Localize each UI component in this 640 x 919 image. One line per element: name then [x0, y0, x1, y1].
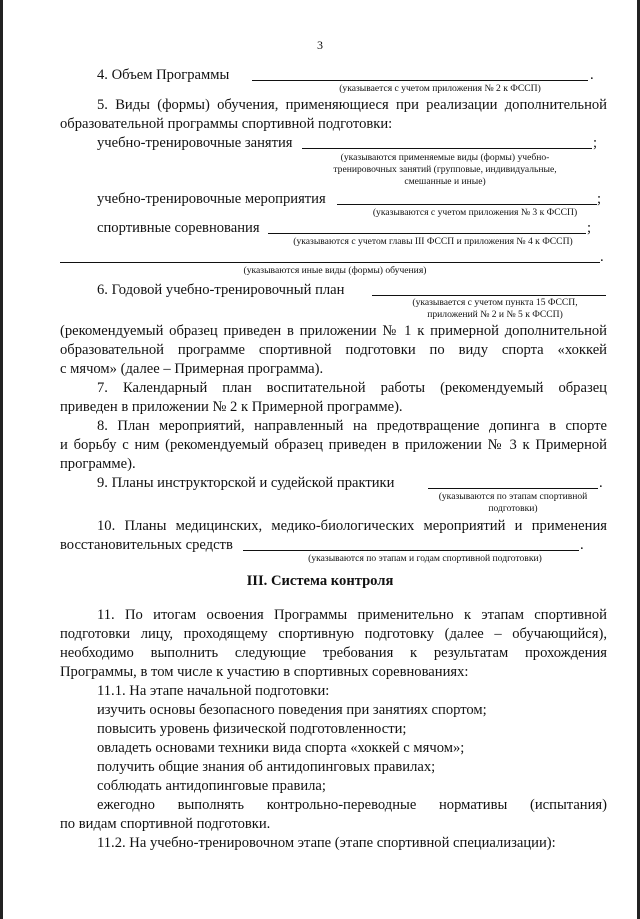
item8-line2: и борьбу с ним (рекомендуемый образец приведен в приложении № 3 к Примерной [60, 437, 607, 453]
item4-text: 4. Объем Программы [97, 67, 230, 83]
item5-line2: образовательной программы спортивной подготовки: [60, 116, 393, 132]
item10-line1: 10. Планы медицинских, медико-биологических мероприятий и применения [97, 518, 607, 534]
item11-1-list-item: соблюдать антидопинговые правила; [97, 778, 326, 794]
item11-line3: необходимо выполнить следующие требования к результатам прохождения [60, 645, 607, 661]
item9-end: . [599, 475, 603, 491]
item5-competitions-label: спортивные соревнования [97, 220, 260, 236]
item11-1-list-item: получить общие знания об антидопинговых правилах; [97, 759, 436, 775]
item11-1-last-line1: ежегодно выполнять контрольно-переводные нормативы (испытания) [97, 797, 607, 813]
item6-caption2: приложений № 2 и № 5 к ФССП) [427, 309, 563, 320]
item5-events-label: учебно-тренировочные мероприятия [97, 191, 326, 207]
item9-caption1: (указываются по этапам спортивной [438, 491, 588, 502]
item5-training-end: ; [593, 135, 598, 151]
item4-end: . [590, 67, 594, 83]
item6-text: 6. Годовой учебно-тренировочный план [97, 282, 345, 298]
item6-line2: (рекомендуемый образец приведен в приложении № 1 к примерной дополнительной [60, 323, 607, 339]
item11-line2: подготовки лицу, проходящему спортивную подготовку (далее – обучающийся), [60, 626, 607, 642]
item10-line2: восстановительных средств [60, 537, 233, 553]
item11-2-title: 11.2. На учебно-тренировочном этапе (этапе спортивной специализации): [97, 835, 556, 851]
item4-caption: (указывается с учетом приложения № 2 к ФССП) [339, 83, 541, 94]
item11-1-title: 11.1. На этапе начальной подготовки: [97, 683, 330, 699]
item6-line4: с мячом» (далее – Примерная программа). [60, 361, 324, 377]
item5-events-caption: (указываются с учетом приложения № 3 к ФССП) [372, 207, 578, 218]
item7-line2: приведен в приложении № 2 к Примерной программе). [60, 399, 403, 415]
section-title: III. Система контроля [246, 573, 394, 589]
item11-line4: Программы, в том числе к участию в спортивных соревнованиях: [60, 664, 469, 680]
item5-other-caption: (указываются иные виды (формы) обучения) [243, 265, 427, 276]
item8-line1: 8. План мероприятий, направленный на предотвращение допинга в спорте [97, 418, 607, 434]
item11-line1: 11. По итогам освоения Программы применительно к этапам спортивной [97, 607, 607, 623]
page-number: 3 [317, 38, 323, 52]
item5-training-caption3: смешанные и иные) [404, 176, 486, 187]
item11-1-list-item: изучить основы безопасного поведения при занятиях спортом; [97, 702, 487, 718]
item10-end: . [580, 537, 584, 553]
item9-blank [428, 488, 598, 489]
item6-caption1: (указывается с учетом пункта 15 ФССП, [412, 297, 578, 308]
item5-other-end: . [600, 249, 604, 265]
item5-training-blank [302, 148, 592, 149]
scan-left-edge [0, 0, 3, 919]
item10-blank [243, 550, 579, 551]
item5-competitions-end: ; [587, 220, 592, 236]
item5-competitions-blank [268, 233, 586, 234]
item11-1-list-item: повысить уровень физической подготовленности; [97, 721, 407, 737]
item11-1-last-line2: по видам спортивной подготовки. [60, 816, 271, 832]
item5-other-blank [60, 262, 600, 263]
item7-line1: 7. Календарный план воспитательной работы (рекомендуемый образец [97, 380, 607, 396]
item9-text: 9. Планы инструкторской и судейской практики [97, 475, 395, 491]
item5-events-blank [337, 204, 597, 205]
item5-training-caption2: тренировочных занятий (групповые, индивидуальные, [333, 164, 557, 175]
item5-line1: 5. Виды (формы) обучения, применяющиеся при реализации дополнительной [97, 97, 607, 113]
item6-blank [372, 295, 606, 296]
item5-competitions-caption: (указываются с учетом главы III ФССП и приложения № 4 к ФССП) [293, 236, 573, 247]
item6-line3: образовательной программе спортивной подготовки по виду спорта «хоккей [60, 342, 607, 358]
item5-training-caption1: (указываются применяемые виды (формы) учебно- [340, 152, 550, 163]
item4-blank-line [252, 80, 588, 81]
item5-events-end: ; [597, 191, 602, 207]
item10-caption: (указываются по этапам и годам спортивной подготовки) [308, 553, 542, 564]
item5-training-label: учебно-тренировочные занятия [97, 135, 293, 151]
item9-caption2: подготовки) [488, 503, 538, 514]
item11-1-list-item: овладеть основами техники вида спорта «хоккей с мячом»; [97, 740, 465, 756]
item8-line3: программе). [60, 456, 136, 472]
